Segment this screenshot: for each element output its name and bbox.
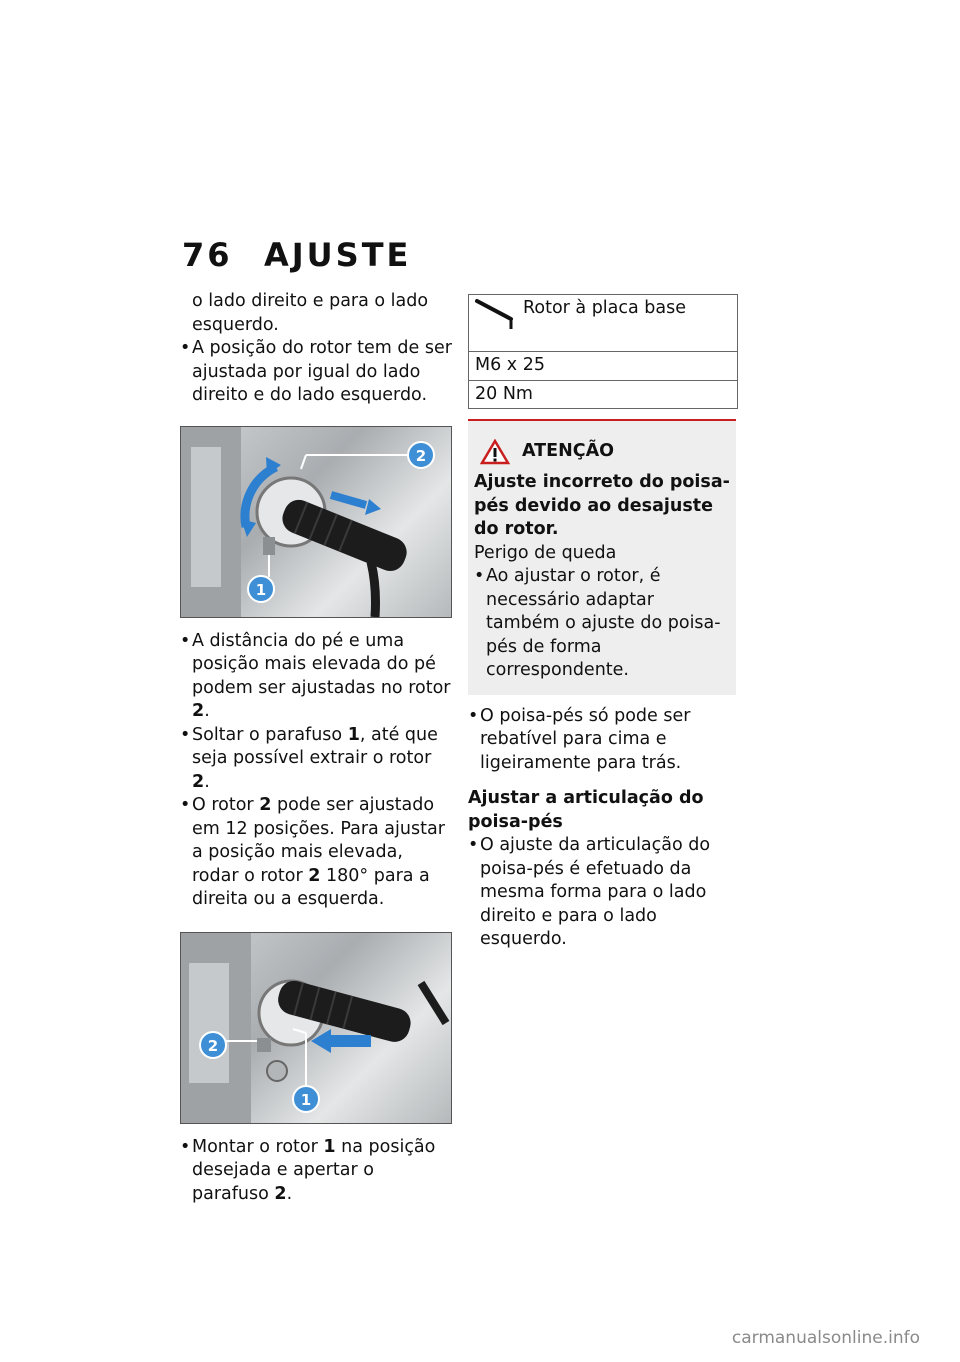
torque-spec-table [468, 294, 738, 409]
footrest-mounting-image [180, 932, 452, 1124]
left-column [180, 290, 452, 1206]
watermark-footer: carmanualsonline.info [731, 1328, 920, 1348]
callout-1: 1 [300, 1090, 312, 1109]
bullet-item: • O poisa-pés só pode ser rebatível para cima e ligeiramente para trás. [468, 705, 736, 776]
bullet-item: • Montar o rotor 1 na posição desejada e apertar o parafuso 2. [180, 1136, 452, 1207]
torque-wrench-icon [475, 297, 519, 331]
spec-thread: M6 x 25 [469, 352, 738, 381]
section-heading: Ajustar a articulação do poisa-pés [468, 788, 704, 832]
warning-bullet: • Ao ajustar o rotor, é necessário adaptar também o ajuste do poisa-pés de forma correspondente. [474, 565, 730, 683]
page-header [182, 236, 411, 274]
bullet-item: • A distância do pé e uma posição mais elevada do pé podem ser ajustadas no rotor 2. [180, 630, 452, 724]
spec-torque: 20 Nm [469, 380, 738, 409]
page-number: 76 [182, 236, 233, 274]
callout-2: 2 [415, 446, 427, 465]
spec-title: Rotor à placa base [523, 298, 687, 318]
warning-box [468, 419, 736, 695]
spec-header [469, 295, 738, 352]
warning-title-row [480, 439, 730, 465]
footrest-rotor-image [180, 426, 452, 618]
callout-1: 1 [255, 580, 267, 599]
footrest-rotor-illustration [181, 427, 451, 617]
bullet-item: • A posição do rotor tem de ser ajustada por igual do lado direito e do lado esquerdo. [180, 337, 452, 408]
warning-title: ATENÇÃO [522, 441, 614, 462]
warning-subtitle: Perigo de queda [474, 542, 617, 563]
callout-2: 2 [207, 1036, 219, 1055]
paragraph-continued: o lado direito e para o lado esquerdo. [192, 291, 429, 335]
warning-triangle-icon [480, 439, 510, 465]
footrest-mounting-illustration [181, 933, 451, 1123]
bullet-item: • Soltar o parafuso 1, até que seja possível extrair o rotor 2. [180, 724, 452, 795]
bullet-item: • O ajuste da articulação do poisa-pés é efetuado da mesma forma para o lado direito e para o lado esquerdo. [468, 834, 736, 952]
bullet-item: • O rotor 2 pode ser ajustado em 12 posições. Para ajustar a posição mais elevada, rodar o rotor 2 180° para a direita ou a esquerda. [180, 794, 452, 912]
warning-heading: Ajuste incorreto do poisa-pés devido ao desajuste do rotor. [474, 472, 730, 539]
section-title: AJUSTE [264, 236, 412, 274]
right-column [468, 294, 736, 952]
